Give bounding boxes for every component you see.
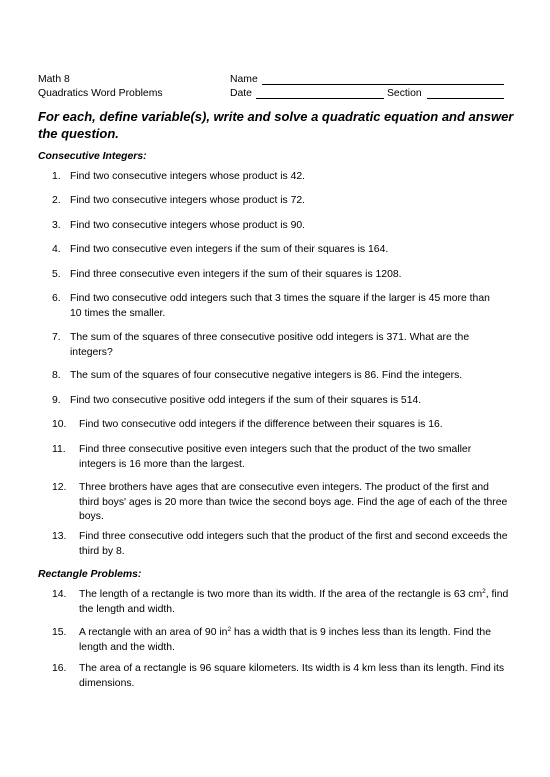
question-number: 15. — [52, 627, 67, 638]
question-number: 16. — [52, 663, 67, 674]
question-number: 3. — [52, 220, 61, 231]
question-text: Three brothers have ages that are consecutive even integers. The product of the first and third boys' ages is 20 more than twice the second boys age. Find the age of each of the three boys. — [79, 482, 508, 522]
question-text: Find two consecutive odd integers such that 3 times the square if the larger is 45 more than 10 times the smaller. — [70, 293, 490, 319]
superscript-2: 2 — [227, 626, 232, 633]
question-number: 5. — [52, 269, 61, 280]
superscript-2: 2 — [482, 588, 486, 595]
question-text: Find three consecutive positive even integers such that the product of the two smaller integers is 16 more than the largest. — [79, 444, 472, 470]
question-text: Find two consecutive positive odd integers if the sum of their squares is 514. — [70, 395, 422, 406]
question-text: The sum of the squares of four consecutive negative integers is 86. Find the integers. — [70, 370, 463, 381]
section-label: Section — [387, 88, 422, 99]
question-text: The sum of the squares of three consecutive positive odd integers is 371. What are the integers? — [70, 332, 470, 358]
question-text: Find three consecutive even integers if the sum of their squares is 1208. — [70, 269, 402, 280]
date-label: Date — [230, 88, 252, 99]
section-title-consecutive-integers: Consecutive Integers: — [38, 151, 147, 162]
question-text: The area of a rectangle is 96 square kilometers. Its width is 4 km less than its length. Find its dimensions. — [79, 663, 505, 689]
question-number: 7. — [52, 332, 61, 343]
question-number: 11. — [52, 444, 66, 455]
date-blank-line[interactable] — [256, 98, 384, 99]
section-blank-line[interactable] — [427, 98, 504, 99]
question-text: A rectangle with an area of 90 $in^2$ has a width that is 9 inches less than its length. Find the length and the width. — [79, 626, 491, 653]
name-blank-line[interactable] — [262, 84, 504, 85]
question-number: 1. — [52, 171, 61, 182]
question-text: Find two consecutive integers whose product is 90. — [70, 220, 306, 231]
question-number: 8. — [52, 370, 61, 381]
question-text: Find two consecutive even integers if the sum of their squares is 164. — [70, 244, 389, 255]
section-title-rectangle-problems: Rectangle Problems: — [38, 569, 142, 580]
question-number: 10. — [52, 419, 67, 430]
course-label: Math 8 — [38, 74, 70, 85]
question-number: 13. — [52, 531, 67, 542]
question-number: 14. — [52, 589, 67, 600]
name-label: Name — [230, 74, 258, 85]
instructions: For each, define variable(s), write and solve a quadratic equation and answer the question. — [38, 109, 514, 141]
question-number: 4. — [52, 244, 61, 255]
question-text: The length of a rectangle is two more than its width. If the area of the rectangle is 63 $cm^2$, find the length and width. — [79, 588, 509, 615]
question-number: 12. — [52, 482, 67, 493]
question-text: Find three consecutive odd integers such that the product of the first and second exceeds the third by 8. — [79, 531, 508, 557]
question-number: 6. — [52, 293, 61, 304]
question-number: 2. — [52, 195, 61, 206]
question-text: Find two consecutive odd integers if the difference between their squares is 16. — [79, 419, 443, 430]
topic-label: Quadratics Word Problems — [38, 88, 163, 99]
question-number: 9. — [52, 395, 61, 406]
question-text: Find two consecutive integers whose product is 42. — [70, 171, 306, 182]
question-text: Find two consecutive integers whose product is 72. — [70, 195, 306, 206]
